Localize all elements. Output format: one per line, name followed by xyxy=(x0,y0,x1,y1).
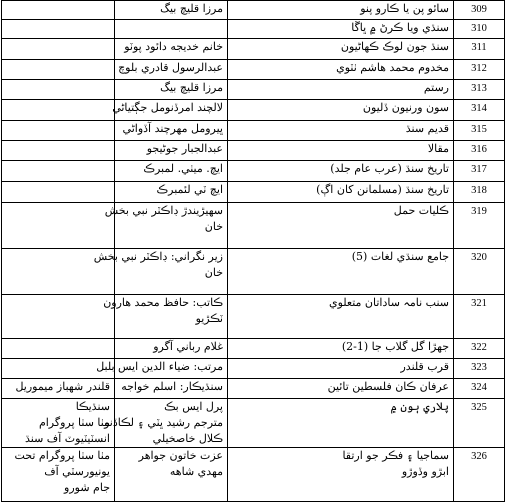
publisher-cell-line: يونيورسٽي آف xyxy=(44,465,110,478)
author-cell-line: عبدالجبار جوڻيجو xyxy=(146,142,223,155)
serial-number-cell: 324 xyxy=(454,379,505,399)
serial-number-cell: 310 xyxy=(454,20,505,39)
publisher-cell xyxy=(2,339,115,359)
author-cell-line: عزت خاتون جواهر xyxy=(138,449,223,462)
title-cell-line: پلاري ٻون ۾ xyxy=(390,400,449,413)
title-cell xyxy=(228,249,454,295)
publisher-cell xyxy=(2,379,115,399)
publisher-cell xyxy=(2,161,115,182)
author-cell-line: لالچند امرڏنومل جڳتياڻي xyxy=(112,101,223,114)
table-row xyxy=(2,399,505,448)
author-cell xyxy=(115,121,228,141)
author-cell-line: خان xyxy=(204,266,223,279)
table-row xyxy=(2,121,505,141)
title-cell-line: مخدوم محمد هاشم ٺٽوي xyxy=(336,61,449,74)
table-row xyxy=(2,203,505,249)
title-cell xyxy=(228,161,454,182)
table-row xyxy=(2,141,505,161)
author-cell xyxy=(104,203,228,249)
author-cell xyxy=(115,20,228,39)
title-cell-line: ابڙو وڏوڙو xyxy=(401,465,449,478)
title-cell-line: رستم xyxy=(423,81,449,94)
title-cell-line: سنڌ جون لوڪ ڪهاڻيون xyxy=(340,40,449,53)
author-cell-line: زير نگراني: ڊاڪٽر نبي بخش xyxy=(93,250,223,263)
author-cell xyxy=(115,182,228,203)
author-cell xyxy=(104,399,228,448)
author-cell-line: مرزا قليچ بيگ xyxy=(160,2,223,15)
title-cell xyxy=(228,141,454,161)
title-cell xyxy=(228,203,454,249)
publisher-cell xyxy=(2,60,115,80)
publisher-cell xyxy=(2,182,115,203)
table-row xyxy=(2,295,505,339)
title-cell-line: سون ورنيون ڏليون xyxy=(362,101,449,114)
title-cell-line: ڪليات حمل xyxy=(393,204,449,217)
title-cell-line: تاريخ سنڌ (مسلمانن کان اڳ) xyxy=(316,183,449,196)
author-cell xyxy=(115,161,228,182)
author-cell-line: مترجم رشيد ڀٽي ۽ لڪاڏنو xyxy=(104,416,223,429)
title-cell xyxy=(228,100,454,121)
table-row xyxy=(2,80,505,100)
serial-number-cell: 311 xyxy=(454,39,505,60)
title-cell-line: قرب قلندر xyxy=(400,360,449,373)
publisher-cell xyxy=(2,399,115,448)
author-cell xyxy=(115,39,228,60)
title-cell xyxy=(228,39,454,60)
catalog-table-body xyxy=(2,1,505,502)
table-row xyxy=(2,20,505,39)
title-cell xyxy=(228,448,454,502)
serial-number-cell: 309 xyxy=(454,1,505,20)
publisher-cell xyxy=(2,121,115,141)
serial-number-cell: 320 xyxy=(454,249,505,295)
table-row xyxy=(2,448,505,502)
author-cell-line: سنڌيڪار: اسلم خواجه xyxy=(121,380,223,393)
author-cell xyxy=(93,249,228,295)
table-row xyxy=(2,100,505,121)
author-cell-line: خانم خديجه دائود پوٽو xyxy=(124,40,223,53)
table-row xyxy=(2,161,505,182)
publisher-cell xyxy=(2,203,115,249)
serial-number-cell: 322 xyxy=(454,339,505,359)
title-cell xyxy=(228,295,454,339)
title-cell-line: مقالا xyxy=(427,142,449,155)
author-cell xyxy=(115,141,228,161)
title-cell-line: جهڙا گل گلاب جا (1-2) xyxy=(341,340,449,353)
author-cell xyxy=(103,295,228,339)
serial-number-cell: 323 xyxy=(454,359,505,379)
author-cell xyxy=(115,80,228,100)
serial-number-cell: 326 xyxy=(454,448,505,502)
table-row xyxy=(2,1,505,20)
table-row xyxy=(2,379,505,399)
author-cell-line: ڪلال خاصخيلي xyxy=(152,432,223,445)
table-row xyxy=(2,359,505,379)
table-row xyxy=(2,339,505,359)
title-cell xyxy=(228,60,454,80)
author-cell xyxy=(115,339,228,359)
author-cell-line: مهدي شاهه xyxy=(169,465,223,478)
title-cell xyxy=(228,1,454,20)
title-cell-line: عرفان ڪان فلسطين تائين xyxy=(327,380,449,393)
publisher-cell xyxy=(2,1,115,20)
title-cell xyxy=(228,80,454,100)
title-cell xyxy=(228,121,454,141)
title-cell xyxy=(228,359,454,379)
serial-number-cell: 319 xyxy=(454,203,505,249)
table-row xyxy=(2,39,505,60)
publisher-cell xyxy=(2,448,115,502)
author-cell-line: غلام رباني آگرو xyxy=(153,340,223,353)
serial-number-cell: 314 xyxy=(454,100,505,121)
publisher-cell xyxy=(2,80,115,100)
author-cell-line: ايچ ٽي لئمبرڪ xyxy=(156,183,223,196)
serial-number-cell: 313 xyxy=(454,80,505,100)
serial-number-cell: 317 xyxy=(454,161,505,182)
publisher-cell-line: انسٽيٽيوٽ آف سنڌ xyxy=(24,432,110,445)
title-cell xyxy=(228,182,454,203)
serial-number-cell: 315 xyxy=(454,121,505,141)
title-cell-line: سنب نامہ ساداتان متعلوي xyxy=(328,296,449,309)
author-cell-line: سهيڙيندڙ ڊاڪٽر نبي بخش xyxy=(104,204,223,217)
title-cell-line: سائو پن يا ڪارو پنو xyxy=(360,2,449,15)
title-cell-line: سماجيا ۽ فڪر جو ارتقا xyxy=(342,449,449,462)
title-cell-line: قديم سنڌ xyxy=(405,122,449,135)
publisher-cell xyxy=(2,39,115,60)
serial-number-cell: 318 xyxy=(454,182,505,203)
serial-number-cell: 321 xyxy=(454,295,505,339)
catalog-table xyxy=(1,0,505,502)
table-row xyxy=(2,249,505,295)
publisher-cell-line: مٺا سٺا پروگرام تحت xyxy=(14,449,110,462)
publisher-cell-line: قلندر شهباز ميموريل xyxy=(15,380,110,393)
author-cell xyxy=(115,1,228,20)
author-cell-line: ٽڪڙيو xyxy=(195,312,223,325)
title-cell-line: تاريخ سنڌ (عرب عام جلد) xyxy=(330,162,449,175)
serial-number-cell: 312 xyxy=(454,60,505,80)
author-cell xyxy=(96,359,228,379)
author-cell-line: عبدالرسول قادري بلوچ xyxy=(118,61,223,74)
table-row xyxy=(2,182,505,203)
table-row xyxy=(2,60,505,80)
title-cell xyxy=(228,399,454,448)
author-cell-line: ڀيرومل مهرچند آڏواڻي xyxy=(122,122,223,135)
publisher-cell-line: جام شورو xyxy=(64,481,110,494)
author-cell-line: مرزا قليچ بيگ xyxy=(160,81,223,94)
publisher-cell xyxy=(2,20,115,39)
publisher-cell xyxy=(2,295,115,339)
publisher-cell xyxy=(2,100,115,121)
publisher-cell-line: سنڌيڪا xyxy=(75,400,110,413)
author-cell-line: خان xyxy=(204,220,223,233)
title-cell xyxy=(228,339,454,359)
title-cell xyxy=(228,379,454,399)
author-cell-line: ايچ. ميٺي. لمبرڪ xyxy=(143,162,223,175)
author-cell xyxy=(115,379,228,399)
author-cell-line: ڪاتب: حافظ محمد هارون xyxy=(103,296,223,309)
title-cell xyxy=(228,20,454,39)
author-cell xyxy=(115,448,228,502)
serial-number-cell: 325 xyxy=(454,399,505,448)
author-cell xyxy=(112,100,228,121)
publisher-cell xyxy=(2,141,115,161)
title-cell-line: جامع سنڌي لغات (5) xyxy=(351,250,449,263)
author-cell xyxy=(115,60,228,80)
serial-number-cell: 316 xyxy=(454,141,505,161)
publisher-cell-line: مٺا سٺا پروگرام xyxy=(38,416,110,429)
author-cell-line: پرل ايس بڪ xyxy=(164,400,223,413)
title-cell-line: سنڌي ويا ڪرڻ ۾ ڀاڱا xyxy=(351,21,449,34)
author-cell-line: مرتب: ضياء الدين ايس بلبل xyxy=(96,360,223,373)
